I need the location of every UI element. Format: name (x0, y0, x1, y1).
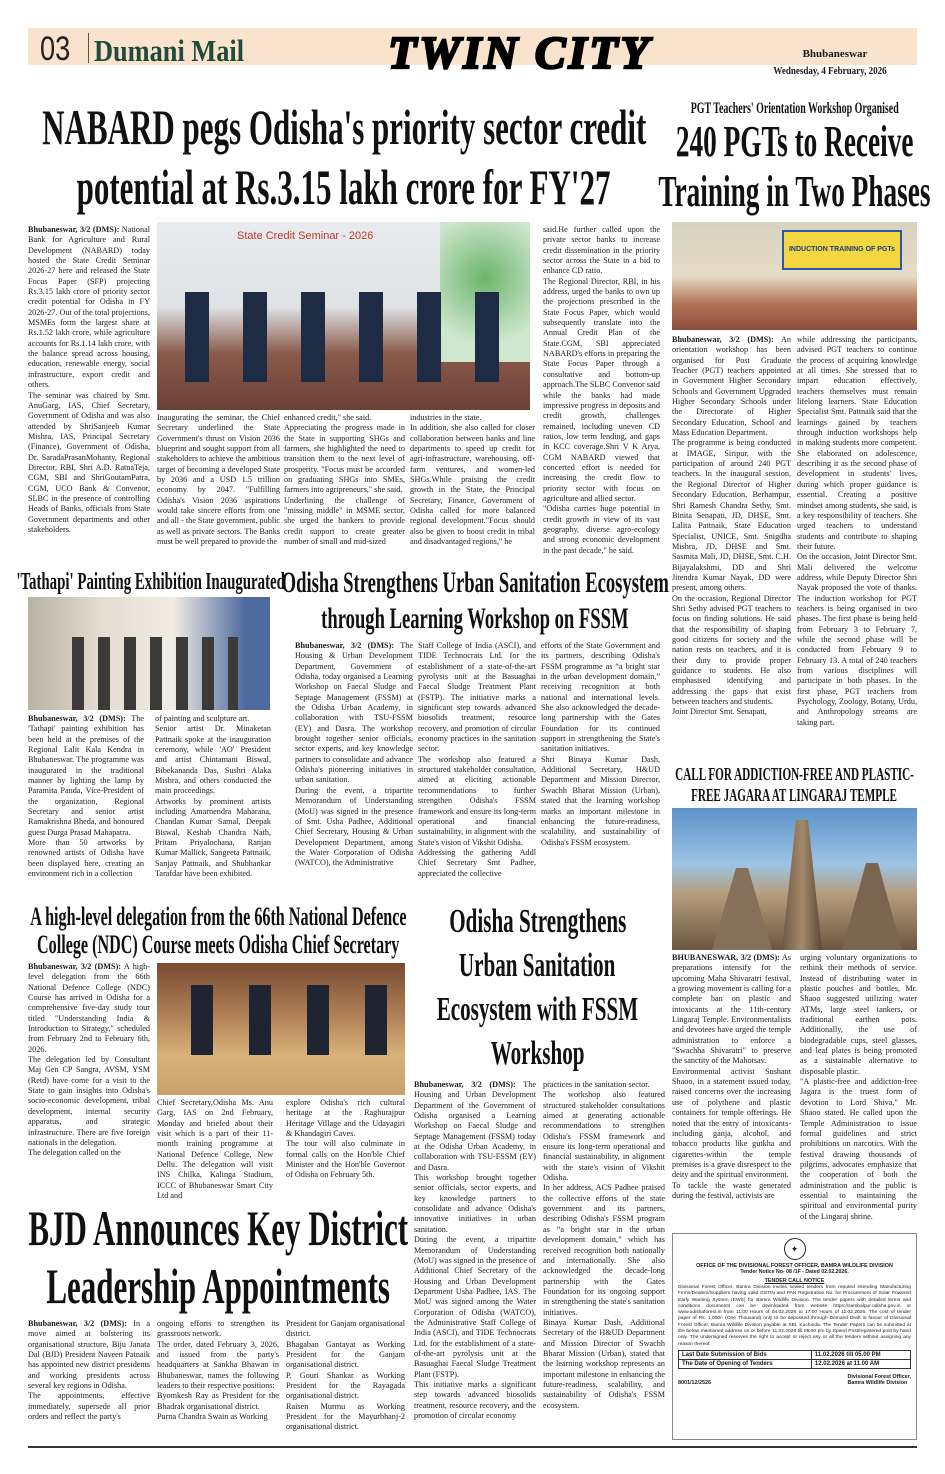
paragraph-text: The appointments, effective immediately, supersede all prior orders and reflect the party's (28, 1391, 150, 1422)
paragraph-text: President for Ganjam organisational district. (286, 1319, 405, 1339)
fssm1-headline-line1: Odisha Strengthens Urban Sanitation Ecosystem (281, 566, 669, 599)
paragraph-text: The seminar was chaired by Smt. AnuGarg, IAS, Chief Secretary, Government of Odisha and was also attended by ShriSanjeeb Kumar Mishra, IAS, Principal Secretary (Finance), Government of Odisha, Dr. SaradaPrasanMohanty, Regional Director, RBI, Shri A.D. RatnaTeja, CGM, SBI and ShriGoutamPatra, CGM, UCO Bank & Convenor, SLBC in the presence of controlling Heads of Banks, officials from State Government departments and other stakeholders. (28, 390, 150, 534)
section-title: TWIN CITY (388, 27, 652, 78)
paragraph-text: To tackle the waste generated during the festival, activists are (672, 1180, 791, 1200)
paragraph-text: The delegation led by Consultant Maj Gen CP Sangra, AVSM, YSM (Retd) have come for a visit to the State to gain insights into Odisha's socio-economic development, tribal development, internal security apparatus, and strategic infrastructure. There are five foreign nationals in the delegation. (28, 1055, 150, 1147)
paragraph-text: while addressing the participants, advised PGT teachers to continue the process of acquiring knowledge at all times. She stressed that to impart education effectively, teachers themselves must remain lifelong learners. State Education Specialist Smt. Pattnaik said that the learnings gained by teachers through induction workshops help in making students more competent. She elaborated on adolescence, describing it as the second phase of development in students' lives, during which proper guidance is essential. Creating a positive mindset among students, she said, is a key responsibility of teachers. She urged teachers to understand students and contribute to shaping their future. (797, 335, 917, 551)
paragraph-text: Inaugurating the seminar, the Chief Secretary underlined the State Government's thrust on Vision 2036 blueprint and sought support from all stakeholders to achieve the ambitious target of becoming a developed State by 2036 and a USD 1.5 trillion economy by 2047. "Fulfilling Odisha's Vision 2036 aspirations would take sincere efforts from one and all - the State government, public as well as private sectors. The Banks must be well prepared to provide the (157, 413, 281, 547)
paragraph (28, 1148, 150, 1158)
paragraph (672, 1181, 791, 1202)
paragraph-text: Chief Secretary,Odisha Ms. Anu Garg, IAS on 2nd February, Monday and briefed about their visit which is a part of their 11-month training programme at National Defence College, New Delhi. The delegation will visit INS Chilka, Kalinga Stadium, ICCC of Bhubaneswar Smart City Ltd and (157, 1098, 273, 1201)
tathapi-column (28, 714, 144, 880)
paragraph-text: Raisen Murmu as Working President for the Mayurbhanj-2 organisational district. (286, 1401, 405, 1432)
page-bottom-rule (28, 1446, 917, 1448)
paragraph-text: During the event, a tripartite Memorandum of Understanding (MoU) was signed in the presence of Additional Chief Secretary of the Housing and Urban Development Department Usha Padhee, IAS. The MoU was signed among the Water Corporation of Odisha (WATCO), the Administrative Staff College of India (ASCI), and TIDE Technocrats Ltd. for the establishment of a state-of-the-art pyrolysis unit at the Basuaghai Faecal Sludge Treatment Plant (FSTP). (414, 1235, 536, 1379)
paragraph-text: The order, dated February 3, 2026, and issued from the party's headquarters at Sankha Bhawan in Bhubaneswar, names the following leaders to their respective positions: (157, 1339, 279, 1391)
nabard-column (543, 225, 660, 556)
lingaraj-headline-line2: FREE JAGARA AT LINGARAJ TEMPLE (691, 785, 898, 805)
pgt-column (672, 335, 791, 718)
lingaraj-column (672, 953, 791, 1201)
paragraph-text: Artworks by prominent artists including Amarnendra Maharana, Chandan Kumar Samal, Deepak Biswal, Keshab Chandra Nath, Pritam Priyalochana, Ranjan Kumar Mallick, Sangeeta Pattnaik, Sanjay Pattnaik, and Shubhankar Tarafdar have been exhibited. (155, 796, 271, 879)
paragraph-text: Bhagaban Gantayat as Working President for the Ganjam organisational district. (286, 1339, 405, 1370)
paragraph (28, 1055, 150, 1148)
nabard-column (28, 225, 150, 535)
paragraph (286, 1402, 405, 1433)
temple-shrine (842, 863, 902, 950)
paragraph (541, 755, 660, 848)
paragraph (28, 838, 144, 879)
paragraph-text: Binaya Kumar Dash, Additional Secretary of the H&UD Department and Mission Director of Swachh Bharat Mission (Urban), stated that the learning workshop represents an important milestone in enhancing the future-readiness, scalability, and sustainability of Odisha's FSSM ecosystem. (543, 1317, 665, 1410)
edition-date: Wednesday, 4 February, 2026 (773, 66, 887, 77)
paragraph-text: During the event, a tripartite Memorandum of Understanding (MoU) was signed in the presence of Smt. Usha Padhee, Additional Chief Secretary, Housing & Urban Development Department, among the Water Corporation of Odisha (WATCO), the Administrative (295, 785, 413, 868)
nabard-headline-line1: NABARD pegs Odisha's priority sector credit (41, 99, 647, 155)
pgt-headline-line2: Training in Two Phases (658, 167, 931, 216)
paragraph (155, 797, 271, 880)
bjd-column (28, 1319, 150, 1422)
paragraph (157, 1319, 279, 1340)
paragraph-text: P. Gouri Shankar as Working President for the Rayagada organisational district. (286, 1370, 405, 1401)
paragraph (157, 1098, 273, 1201)
ndc-column (157, 1098, 273, 1201)
fssm1-column (541, 641, 660, 848)
paragraph-text: The tour will also culminate in formal calls on the Hon'ble Chief Minister and the Hon'ble Governor of Odisha on February 5th. (286, 1139, 405, 1180)
paragraph-text: Shri Binaya Kumar Dash, Additional Secretary, H&UD Department and Mission Director, Swachh Bharat Mission (Urban), stated that the learning workshop marks an important milestone in enhancing the future-readiness, scalability, and sustainability of Odisha's FSSM ecosystem. (541, 754, 660, 847)
paragraph-text: "Odisha carries huge potential in credit growth in view of its vast geography, diverse agro-ecology and strong economic development in the past decade," he said. (543, 504, 660, 555)
paragraph-text: urging voluntary organizations to rethink their methods of service. Instead of distributing water in plastic pouches and bottles, Mr. Shaoo suggested utilizing water ATMs, large steel tankers, or traditional earthen pots. Additionally, the use of biodegradable cups, steel glasses, and leaf plates is being promoted as a sustainable alternative to disposable plastic. (800, 953, 917, 1076)
paragraph (284, 496, 405, 548)
fssm2-headline-line2: Urban Sanitation (459, 947, 616, 984)
paragraph (800, 953, 917, 1077)
paragraph-text: Environmental activist Sushant Shaoo, in a statement issued today, raised concerns over the increasing use of polythene and plastic containers for temple offerings. He noted that the entry of intoxicants-including ganja, alcohol, and tobacco products like gutkha and cigarettes-within the temple premises is a grave disrespect to the deity and the spiritual environment. (672, 1066, 791, 1180)
paragraph-text: More than 50 artworks by renowned artists of Odisha have been displayed here, creating an environment rich in a collection (28, 838, 144, 879)
paragraph-text: In her address, ACS Padhee praised the collective efforts of the state government and its partners, describing Odisha's FSSM program as “a bright star in the urban development domain,” which has received recognition both nationally and internationally. She also acknowledged the decade-long partnership with the Gates Foundation for its ongoing support in strengthening the state's sanitation initiatives. (543, 1183, 665, 1317)
dateline: Bhubaneswar, 3/2 (DMS): (672, 335, 774, 344)
paragraph-text: The Housing and Urban Development Department of the Government of Odisha organised a Learning Workshop on Faecal Sludge and Septage Management (FSSM) today at the Odisha Urban Academy, in collaboration with TSU-FSSM (EY) and Dasra. (414, 1080, 536, 1172)
paragraph-text: As preparations intensify for the upcoming Maha Shivaratri festival, a growing movement is calling for a complete ban on plastic and intoxicants at the 11th-century Lingaraj Temple. Environmentalists and devotees have urged the temple administration to enforce a "Swachha Shivaratri" to preserve the sanctity of the Mahotsav. (672, 953, 791, 1066)
newspaper-name: Dumani Mail (94, 33, 245, 68)
paragraph-text: A high-level delegation from the 66th National Defence College (NDC) Course has arrived in Odisha for a comprehensive five-day study tour titled "Understanding India & Introduction to Strategy," scheduled from February 2nd to February 6th, 2026. (28, 962, 150, 1054)
paragraph-text: of painting and sculpture art. (155, 714, 250, 723)
ndc-column (286, 1098, 405, 1181)
table-cell: 12.02.2026 at 11.00 AM (811, 1359, 910, 1368)
paragraph (286, 1139, 405, 1180)
paragraph-text: enhanced credit," she said. (284, 413, 372, 422)
tender-signatory: Divisional Forest Officer, (847, 1373, 911, 1380)
paragraph (672, 1067, 791, 1181)
fssm2-column (543, 1080, 665, 1411)
lingaraj-column (800, 953, 917, 1222)
paragraph-text: The workshop also featured structured stakeholder consultations aimed at generating actionable recommendations to strengthen Odisha's FSSM framework and ensure its long-term operational and financial sustainability, in alignment with the state's vision of Vikshit Odisha. (543, 1090, 665, 1183)
paragraph (543, 1090, 665, 1183)
paragraph (672, 594, 791, 708)
paragraph-text: efforts of the State Government and its partners, describing Odisha's FSSM programme as “a bright star in the urban development domain,” receiving recognition at both national and international levels. She also acknowledged the decade-long partnership with the Gates Foundation for its continued support in strengthening the State's sanitation initiatives. (541, 641, 660, 754)
fssm1-headline-line2: through Learning Workshop on FSSM (321, 602, 629, 635)
temple-spire (782, 820, 822, 950)
dateline: Bhubaneswar, 3/2 (DMS): (28, 962, 122, 971)
paragraph (284, 423, 405, 495)
paragraph (286, 1371, 405, 1402)
paragraph (286, 1098, 405, 1139)
paragraph (541, 641, 660, 755)
fssm2-headline-line3: Ecosystem with FSSM (436, 991, 639, 1028)
table-cell: 11.02.2026 till 05.00 PM (811, 1350, 910, 1359)
paragraph-text: "A plastic-free and addiction-free Jagara is the truest form of devotion to Lord Shiva," Mr. Shaoo stated. He called upon the Temple Administration to issue formal guidelines and strict prohibitions on narcotics. With the festival drawing thousands of pilgrims, advocates emphasize that the cooperation of both the administration and the public is essential to maintaining the spiritual and environmental purity of the Lingaraj shrine. (800, 1077, 917, 1221)
paragraph (543, 1318, 665, 1411)
bjd-column (286, 1319, 405, 1433)
paragraph (157, 1391, 279, 1412)
paragraph (672, 707, 791, 717)
tathapi-column (155, 714, 271, 880)
paragraph (410, 413, 535, 423)
tender-office: OFFICE OF THE DIVISIONAL FOREST OFFICER, BAMRA WILDLIFE DIVISION (696, 1263, 893, 1269)
paragraph-text: Appreciating the progress made in the State in supporting SHGs and farmers, she highlighted the need to transition them to the next level of prosperity. "Focus must be accorded on graduating SHGs into SMEs, farmers into agripreneurs," she said. (284, 423, 405, 495)
paragraph-text: The workshop also featured a structured stakeholder consultation, aimed at eliciting actionable recommendations to further strengthen Odisha's FSSM framework and ensure its long-term operational and financial sustainability, in alignment with the State's vision of Vikshit Odisha. (418, 754, 536, 847)
paragraph (418, 755, 536, 848)
tender-notice-number: Tender Notice No- 08 /1F - Dated 02.02.2026. (740, 1269, 849, 1275)
header-divider (88, 33, 89, 63)
paragraph-text: industries in the state. (410, 413, 482, 422)
paragraph (286, 1340, 405, 1371)
paragraph (286, 1319, 405, 1340)
nabard-seminar-photo (157, 222, 530, 410)
pgt-column (797, 335, 917, 728)
paragraph (414, 1380, 536, 1421)
paragraph (543, 277, 660, 505)
paragraph-text: National Bank for Agriculture and Rural Development (NABARD) today hosted the State Credit Seminar 2026-27 here and released the State Focus Paper (SFP) projecting Rs.3.15 lakh crore of priority sector credit potential for Odisha in FY 2026-27. Out of the total projections, MSMEs form the largest share at Rs.1.52 lakh crore, while agriculture accounts for Rs.1.14 lakh crore, with the balance spread across housing, education, renewable energy, social infrastructure, export credit and others. (28, 225, 150, 390)
pgt-workshop-photo (672, 222, 917, 330)
ndc-headline-line1: A high-level delegation from the 66th National Defence (29, 902, 407, 931)
dateline: Bhubaneswar, 3/2 (DMS): (28, 1319, 127, 1328)
paragraph (418, 848, 536, 879)
paragraph-text: Senior artist Dr. Minaketan Pattnaik spoke at the inauguration ceremony, while 'AO' President and artist Chintamani Biswal, Bibekananda Das, Sushri Alaka Mishra, and others conducted the main proceedings. (155, 724, 271, 796)
dateline: Bhubaneswar, 3/2 (DMS): (28, 225, 120, 234)
paragraph (543, 1183, 665, 1317)
paragraph (157, 1340, 279, 1392)
paragraph (155, 714, 271, 724)
paragraph-text: Purna Chandra Swain as Working (157, 1412, 268, 1422)
paragraph (295, 641, 413, 786)
paragraph-text: ongoing efforts to strengthen its grassroots network. (157, 1319, 279, 1339)
paragraph-text: Joint Director Smt. Senapati, (672, 707, 767, 717)
paragraph (28, 225, 150, 391)
bjd-headline-line2: Leadership Appointments (46, 1258, 390, 1314)
tender-reference: 8001/12/2526 (678, 1379, 711, 1386)
paragraph (155, 724, 271, 796)
paragraph (543, 504, 660, 556)
tender-title: TENDER CALL NOTICE (764, 1278, 825, 1284)
paragraph-text: Addressing the gathering Addl Chief Secretary Smt Padhee, appreciated the collective (418, 847, 536, 878)
table-row (679, 1359, 911, 1368)
paragraph-text: The Housing & Urban Development Department, Government of Odisha, today organised a Learning Workshop on Faecal Sludge and Septage Management (FSSM) at the Odisha Urban Academy, in collaboration with TSU-FSSM (EY) and Dasra. The workshop brought together senior officials, sector experts, and key knowledge partners to consolidate and advance Odisha's pioneering initiatives in urban sanitation. (295, 641, 413, 785)
tender-body: Divisional Forest Officer, Bamra Division invites sealed tenders from reputed intending Manufacturing Firms/Dealers/Suppliers having valid GSTIN and PAN Registration No. for Procurement of Solar Powered Early Warning System (EWS) for Bamra Wildlife Division. The tender papers with detailed terms and conditions documents can be downloaded from website https://sambalpur.odisha.gov.in or www.odishaforest.in from 11:00 Hours of 04.02.2026 to 17:00 Hours of 11.02.2026. The cost of tender paper of Rs. 1,000/- (One Thousand) only to be deposited through Demand Draft in favour of Divisional Forest Officer, Bamra Wildlife Division payable at SBI, Kuchinda. The Tender Papers can be submitted at the below mentioned address on or before 11.02.2026 till 05:00 pm by Speed Post/registered post by hand only. The undersigned reserves the right to accept or reject any or all the tenders without assigning any reason thereof. (678, 1285, 911, 1347)
paragraph (797, 552, 917, 728)
paragraph-text: The Regional Director, RBI, in his address, urged the banks to own up the projections prescribed in the State Focus Paper, which would subsequently translate into the Annual Credit Plan of the State.CGM, SBI appreciated NABARD's efforts in preparing the State Focus Paper through a consultative and bottom-up approach.The SLBC Convenor said while the banks had made impressive progress in deposits and credit growth, challenges remained, including uneven CD ratios, low term lending, and gaps in KCC coverage.Shri V K Arya, CGM NABARD viewed that concerted effort is needed for increasing the credit flow to priority sector with focus on agriculture and allied sector. (543, 276, 660, 503)
paragraph (410, 423, 535, 547)
table-cell: The Date of Opening of Tenders (679, 1359, 812, 1368)
paragraph-text: On the occasion, Regional Director Shri Sethy advised PGT teachers to focus on finding solutions. He said that the responsibility of shaping good citizens for society and the nation rests on teachers, and it is their duty to provide proper guidance to students. He also emphasised identifying and addressing the gaps that exist between teachers and students. (672, 593, 791, 707)
paragraph-text: The 'Tathapi' painting exhibition has been held at the premises of the Regional Lalit Kala Kendra in Bhubaneswar. The programme was inaugurated in the traditional manner by lighting the lamp by Paramita Panda, Vice-President of the organization, Regional Secretary and senior artist Ramakrishna Bheda, and honoured guest Durga Prasad Mahapatra. (28, 714, 144, 837)
paragraph-text: On the occasion, Joint Director Smt. Mali delivered the welcome address, while Deputy Director Shri Nayak proposed the vote of thanks. The induction workshop for PGT teachers is being organised in two phases. The first phase is being held from February 3 to February 7, while the second phase will be conducted from February 9 to February 13. A total of 240 teachers from various disciplines will participate in both phases. In the first phase, PGT teachers from Psychology, Zoology, Botany, Urdu, and Anthropology streams are taking part. (797, 552, 917, 727)
paragraph (28, 714, 144, 838)
paragraph (800, 1077, 917, 1222)
edition-city: Bhubaneswar (802, 48, 868, 60)
paragraph (28, 1319, 150, 1391)
paragraph-text: In addition, she also called for closer collaboration between banks and line departments to speed up credit for agri-infrastructure, warehousing, off-farm ventures, and women-led SHGs.While praising the credit growth in the State, the Principal Secretary, Finance, Government of Odisha called for more balanced regional development."Focus should also be given to boost credit in tribal and disadvantaged regions," he (410, 423, 535, 547)
photo-banner-text: State Credit Seminar - 2026 (237, 230, 374, 242)
fssm2-headline-line1: Odisha Strengthens (448, 903, 627, 940)
pgt-kicker: PGT Teachers' Orientation Workshop Organised (690, 100, 899, 117)
photo-banner-text: INDUCTION TRAINING OF PGTs (782, 230, 902, 270)
ndc-headline-line2: College (NDC) Course meets Odisha Chief Secretary (36, 930, 400, 959)
paragraph (295, 786, 413, 869)
tender-notice-ad (672, 1233, 917, 1440)
dateline: Bhubaneswar, 3/2 (DMS): (295, 641, 395, 650)
paragraph-text: An orientation workshop has been organised for Post Graduate Teacher (PGT) teachers appointed in Government Higher Secondary Schools and Government Upgraded Higher Secondary Schools under the Directorate of Higher Secondary Education, School and Mass Education Department. (672, 335, 791, 438)
ndc-delegation-photo (157, 963, 405, 1095)
paragraph (28, 391, 150, 536)
bjd-headline-line1: BJD Announces Key District (28, 1200, 408, 1256)
delegates-figures (177, 985, 387, 1055)
page-number: 03 (40, 30, 71, 68)
bjd-column (157, 1319, 279, 1422)
paragraph (543, 225, 660, 277)
dateline: Bhubaneswar, 3/2 (DMS): (414, 1080, 516, 1089)
people-figures (167, 292, 517, 382)
paragraph-text: This initiative marks a significant step towards advanced biosolids treatment, resource recovery, and the promotion of circular economy (414, 1379, 536, 1420)
tathapi-headline: 'Tathapi' Painting Exhibition Inaugurated (16, 569, 285, 595)
paragraph-text: Underlining the challenge of "missing middle" in MSME sector, she urged the bankers to provide credit support to create greater number of small and mid-sized (284, 495, 405, 547)
dateline: Bhubaneswar, 3/2 (DMS): (28, 714, 126, 723)
paragraph (414, 1173, 536, 1235)
dateline: BHUBANESWAR, 3/2 (DMS): (672, 953, 780, 962)
paragraph (414, 1235, 536, 1380)
paragraph (284, 413, 405, 423)
visitors-figures (58, 637, 238, 710)
paragraph (28, 1391, 150, 1422)
paragraph-text: said.He further called upon the private sector banks to increase credit dissemination in the priority sector across the State in a bid to enhance CD ratio. (543, 225, 660, 276)
paragraph (414, 1080, 536, 1173)
paragraph (28, 962, 150, 1055)
fssm1-column (295, 641, 413, 869)
fssm1-column (418, 641, 536, 879)
pgt-headline-line1: 240 PGTs to Receive (675, 117, 914, 166)
nabard-column (284, 413, 405, 547)
paragraph (543, 1080, 665, 1090)
paragraph (157, 1412, 279, 1422)
paragraph-text: The delegation called on the (28, 1148, 121, 1158)
paragraph (672, 335, 791, 438)
exhibition-photo (28, 597, 270, 710)
paragraph (157, 413, 280, 547)
tender-signatory: Bamra Wildlife Division (847, 1379, 908, 1386)
table-row (679, 1350, 911, 1359)
paragraph-text: In a move aimed at bolstering its organisational structure, Biju Janata Dal (BJD) President Naveen Patnaik has appointed new district presidents and working presidents across several key regions in Odisha. (28, 1319, 150, 1391)
paragraph-text: explore Odisha's rich cultural heritage at the Raghurajpur Heritage Village and the Udayagiri & Khandagiri Caves. (286, 1098, 405, 1139)
nabard-column (410, 413, 535, 547)
paragraph (797, 335, 917, 552)
tender-dates-table (678, 1350, 911, 1369)
paragraph (672, 953, 791, 1067)
table-cell: Last Date Submission of Bids (679, 1350, 812, 1359)
lingaraj-headline-line1: CALL FOR ADDICTION-FREE AND PLASTIC- (675, 764, 914, 784)
lingaraj-temple-photo (672, 808, 917, 950)
fssm2-column (414, 1080, 536, 1421)
paragraph (672, 438, 791, 593)
nabard-column (157, 413, 280, 547)
paragraph-text: practices in the sanitation sector. (543, 1080, 650, 1089)
paragraph (418, 641, 536, 755)
paragraph-text: Byomkesh Ray as President for the Bhadrak organisational district. (157, 1391, 279, 1411)
paragraph-text: The programme is being conducted at IMAGE, Siripur, with the participation of around 240 PGT teachers. In the inaugural session, the Regional Director of Higher Secondary Education, Berhampur, Shri Ramesh Chandra Sethy, Smt. Binita Senapati, JD, DHSE, Smt. Lalita Pattnaik, State Education Specialist, UNICE, Smt. Snigdha Mishra, JD, DHSE and Smt. Sasmita Mali, JD, DHSE, Smt. C.H. Bijayalakshmi, DD and Shri Jitendra Kumar Nayak, DD were present, among others. (672, 438, 791, 593)
fssm2-headline-line4: Workshop (490, 1035, 585, 1072)
nabard-headline-line2: potential at Rs.3.15 lakh crore for FY'27 (77, 159, 611, 215)
paragraph-text: This workshop brought together senior officials, sector experts, and key knowledge partners to consolidate and advance Odisha's innovative initiatives in urban sanitation. (414, 1173, 536, 1234)
temple-shrine (712, 868, 772, 950)
odisha-emblem-icon: ✦ (784, 1238, 806, 1260)
ndc-column (28, 962, 150, 1159)
paragraph-text: Staff College of India (ASCI), and TIDE Technocrats Ltd. for the establishment of a state-of-the-art pyrolysis unit at the Basuaghai Faecal Sludge Treatment Plant (FSTP). The initiative marks a significant step towards advanced biosolids treatment, resource recovery, and promotion of circular economy practices in the sanitation sector. (418, 641, 536, 754)
